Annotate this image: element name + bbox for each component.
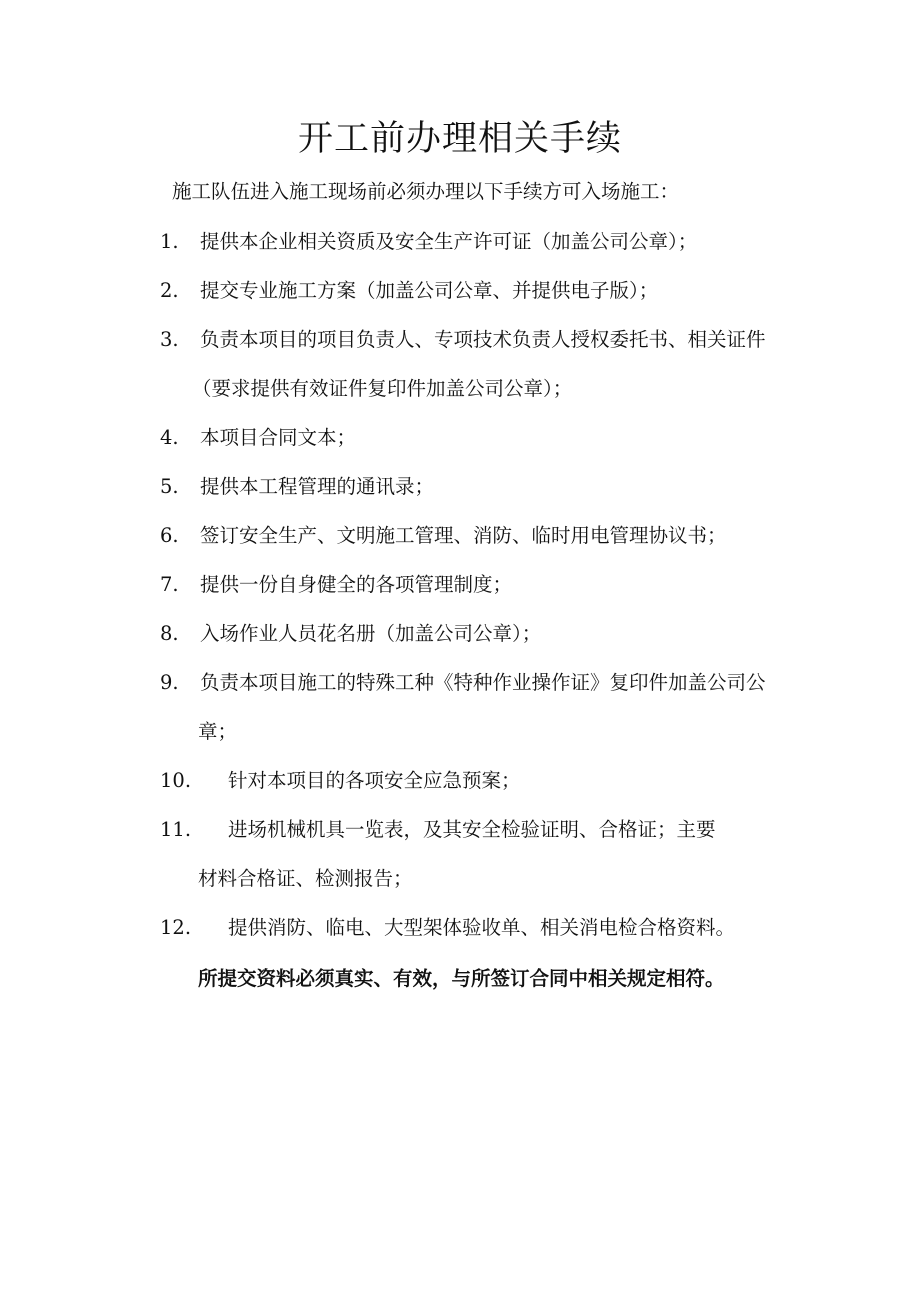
item-text: 提供一份自身健全的各项管理制度； [200,573,513,596]
item-number: 10. [160,769,192,792]
closing-note: 所提交资料必须真实、有效，与所签订合同中相关规定相符。 [198,967,725,990]
list-item-10 [160,766,521,796]
list-item-3-continuation: （要求提供有效证件复印件加盖公司公章）； [192,377,573,400]
list-item-9 [160,668,766,698]
list-item-1 [160,227,697,257]
item-text: 提交专业施工方案（加盖公司公章、并提供电子版）； [200,279,659,302]
item-text: 提供消防、临电、大型架体验收单、相关消电检合格资料。 [228,916,736,939]
list-item-11-continuation: 材料合格证、检测报告； [198,867,413,890]
item-text: 针对本项目的各项安全应急预案； [228,769,521,792]
item-number: 12. [160,916,192,939]
item-text: 本项目合同文本； [200,426,357,449]
item-number: 11. [160,818,192,841]
item-text: 入场作业人员花名册（加盖公司公章）； [200,622,542,645]
item-number: 7. [160,573,179,596]
item-text: 签订安全生产、文明施工管理、消防、临时用电管理协议书； [200,524,727,547]
item-number: 2. [160,279,179,302]
list-item-4 [160,423,356,453]
item-number: 4. [160,426,179,449]
item-text: 进场机械机具一览表，及其安全检验证明、合格证；主要 [228,818,716,841]
item-number: 1. [160,230,179,253]
list-item-3 [160,325,766,355]
item-number: 5. [160,475,179,498]
item-number: 8. [160,622,179,645]
item-number: 9. [160,671,179,694]
list-item-7 [160,570,512,600]
list-item-2 [160,276,658,306]
item-text: 负责本项目的项目负责人、专项技术负责人授权委托书、相关证件 [200,328,766,351]
item-text: 提供本工程管理的通讯录； [200,475,435,498]
list-item-8 [160,619,541,649]
item-number: 6. [160,524,179,547]
item-number: 3. [160,328,179,351]
list-item-5 [160,472,434,502]
intro-text: 施工队伍进入施工现场前必须办理以下手续方可入场施工： [172,180,680,203]
document-title: 开工前办理相关手续 [297,119,622,159]
list-item-12 [160,913,735,943]
item-text: 提供本企业相关资质及安全生产许可证（加盖公司公章）； [200,230,698,253]
list-item-6 [160,521,727,551]
item-text: 负责本项目施工的特殊工种《特种作业操作证》复印件加盖公司公 [200,671,766,694]
list-item-9-continuation: 章； [198,720,238,743]
list-item-11 [160,815,716,845]
